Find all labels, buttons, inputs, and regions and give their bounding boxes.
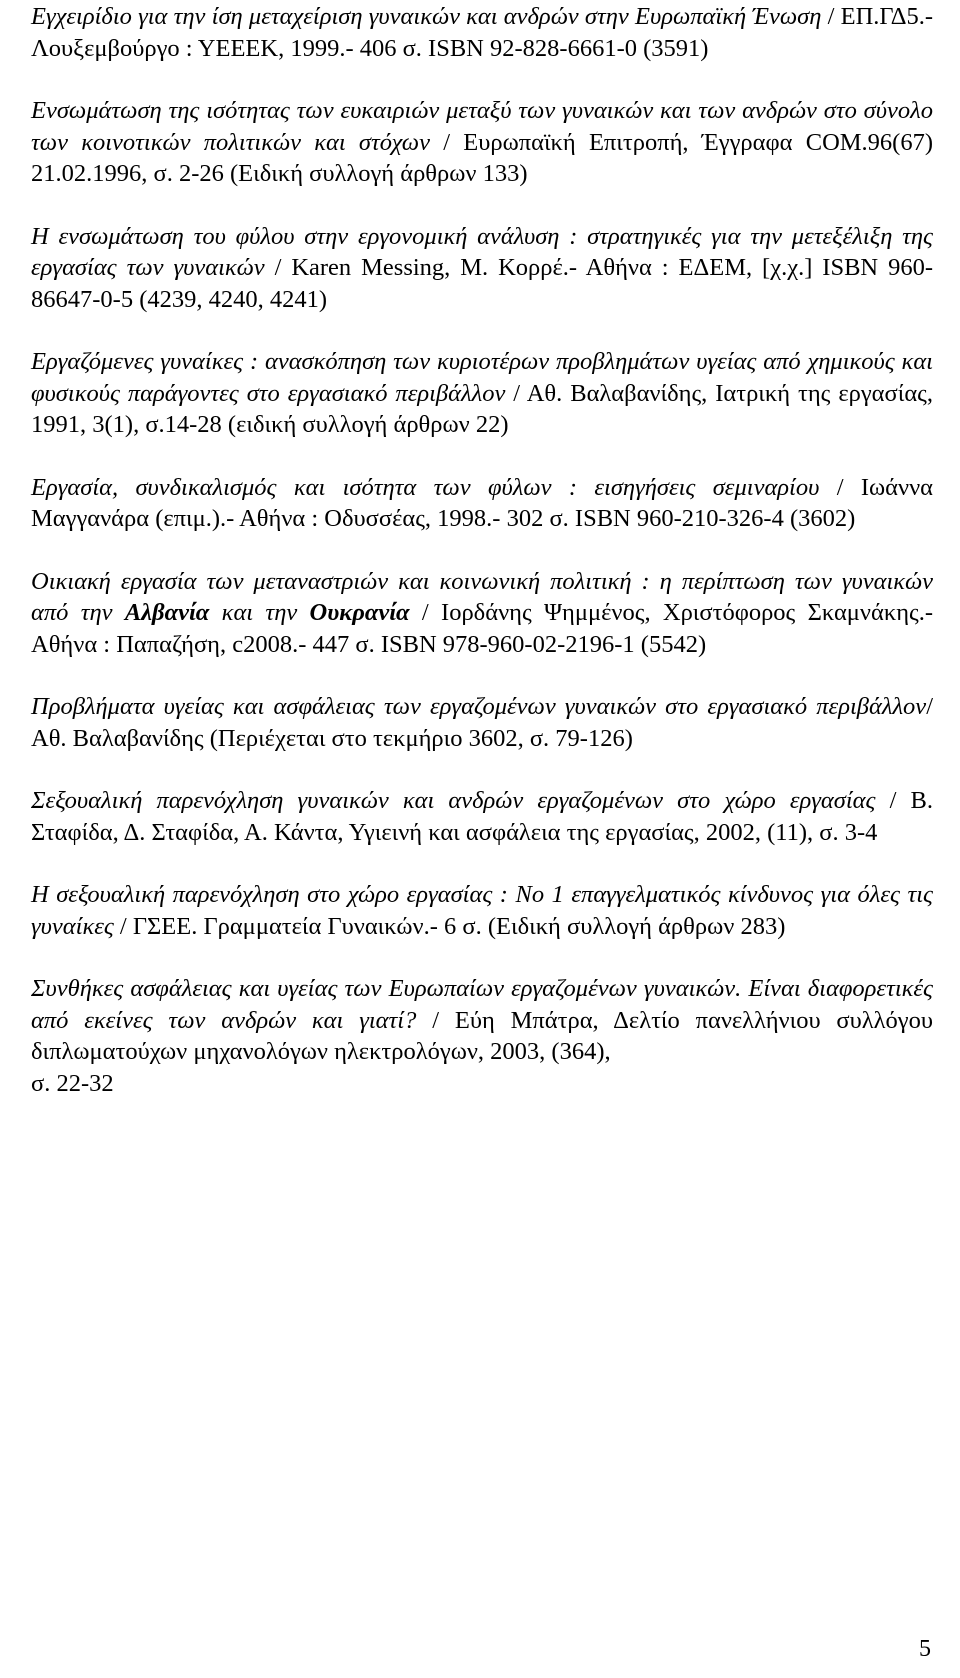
entry-title-text: και την — [209, 599, 310, 626]
entry-title: Σεξουαλική παρενόχληση γυναικών και ανδρών εργαζομένων στο χώρο εργασίας — [31, 787, 876, 814]
bibliography-entry — [31, 785, 933, 848]
entry-title-text: Οικιακή εργασία των μεταναστριών και κοινωνική πολιτική : η περίπτωση των γυναικών από την — [31, 567, 933, 626]
bibliography-entry — [31, 95, 933, 190]
entry-details: / Αθ. Βαλαβανίδης (Περιέχεται στο τεκμήριο 3602, σ. 79-126) — [31, 693, 933, 752]
entry-details: / ΓΣΕΕ. Γραμματεία Γυναικών.- 6 σ. (Ειδική συλλογή άρθρων 283) — [113, 912, 786, 940]
entry-title-emphasis: Ουκρανία — [309, 599, 410, 626]
entry-details: / Ευρωπαϊκή Επιτροπή, Έγγραφα COM.96(67) 21.02.1996, σ. 2-26 (Ειδική συλλογή άρθρων 133) — [31, 128, 933, 187]
entry-title: Εργασία, συνδικαλισμός και ισότητα των φύλων : εισηγήσεις σεμιναρίου — [31, 473, 820, 501]
entry-title: Ενσωμάτωση της ισότητας των ευκαιριών μεταξύ των γυναικών και των ανδρών στο σύνολο των κοινοτικών πολιτικών και στόχων — [31, 97, 933, 156]
entry-title-emphasis: Αλβανία — [124, 599, 210, 626]
bibliography-entry — [31, 472, 933, 535]
entry-details: / Ιωάννα Μαγγανάρα (επιμ.).- Αθήνα : Οδυσσέας, 1998.- 302 σ. ISBN 960-210-326-4 (3602) — [31, 473, 933, 532]
entry-title: Η ενσωμάτωση του φύλου στην εργονομική ανάλυση : στρατηγικές για την μετεξέλιξη της εργασίας των γυναικών — [31, 222, 933, 281]
bibliography-entry — [31, 973, 933, 1099]
entry-title: Προβλήματα υγείας και ασφάλειας των εργαζομένων γυναικών στο εργασιακό περιβάλλον — [31, 693, 927, 720]
entry-pages: σ. 22-32 — [31, 1069, 114, 1097]
bibliography-entry — [31, 221, 933, 316]
entry-details: / Β. Σταφίδα, Δ. Σταφίδα, Α. Κάντα, Υγιεινή και ασφάλεια της εργασίας, 2002, (11), σ. 3-4 — [31, 787, 933, 846]
entry-details: / Ιορδάνης Ψημμένος, Χριστόφορος Σκαμνάκης.- Αθήνα : Παπαζήση, c2008.- 447 σ. ISBN 978-960-02-2196-1 (5542) — [31, 599, 933, 658]
bibliography-entry — [31, 346, 933, 441]
bibliography-entry — [31, 691, 933, 754]
page-number: 5 — [919, 1636, 931, 1662]
entry-details: / Αθ. Βαλαβανίδης, Ιατρική της εργασίας, 1991, 3(1), σ.14-28 (ειδική συλλογή άρθρων 22) — [31, 379, 933, 438]
bibliography-entry — [31, 879, 933, 942]
entry-title: Εργαζόμενες γυναίκες : ανασκόπηση των κυριοτέρων προβλημάτων υγείας από χημικούς και φυσικούς παράγοντες στο εργασιακό περιβάλλον — [31, 348, 933, 407]
entry-details: / ΕΠ.ΓΔ5.- Λουξεμβούργο : ΥΕΕΕΚ, 1999.- 406 σ. ISBN 92-828-6661-0 (3591) — [31, 3, 933, 62]
entry-title: Εγχειρίδιο για την ίση μεταχείριση γυναικών και ανδρών στην Ευρωπαϊκή Ένωση — [31, 3, 822, 30]
bibliography-entry — [31, 566, 933, 661]
bibliography-list — [31, 0, 933, 1130]
entry-details: / Karen Messing, M. Κορρέ.- Αθήνα : ΕΔΕΜ, [χ.χ.] ISBN 960-86647-0-5 (4239, 4240, 4241) — [31, 254, 933, 313]
entry-title: Η σεξουαλική παρενόχληση στο χώρο εργασίας : Νο 1 επαγγελματικός κίνδυνος για όλες τις γυναίκες — [31, 881, 933, 940]
entry-title: Συνθήκες ασφάλειας και υγείας των Ευρωπαίων εργαζομένων γυναικών. Είναι διαφορετικές από εκείνες των ανδρών και γιατί? — [31, 975, 933, 1034]
entry-details: / Εύη Μπάτρα, Δελτίο πανελλήνιου συλλόγου διπλωματούχων μηχανολόγων ηλεκτρολόγων, 2003, (364), — [31, 1006, 933, 1065]
bibliography-entry — [31, 1, 933, 64]
